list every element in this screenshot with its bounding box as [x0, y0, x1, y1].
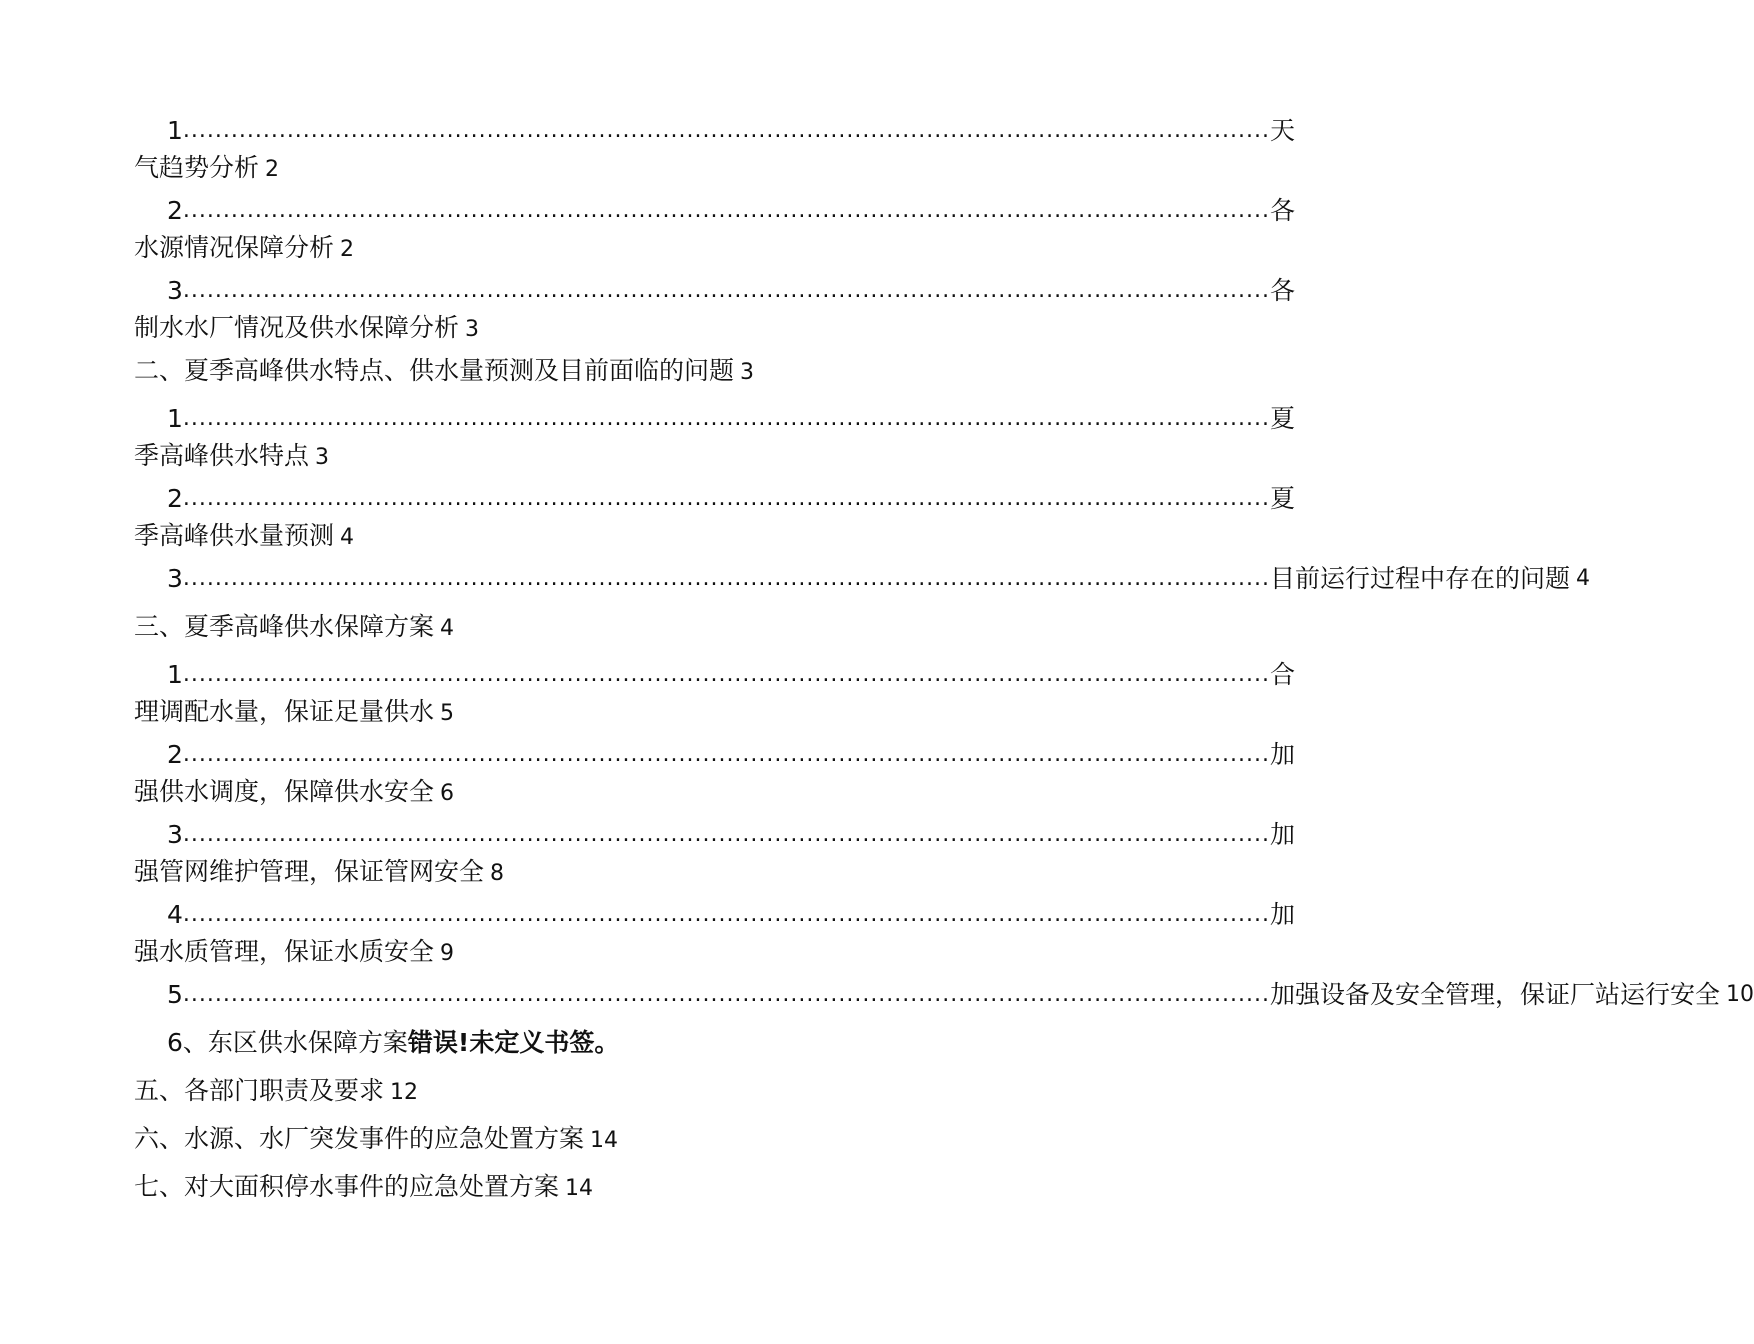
- toc-entry-number: 3: [167, 276, 183, 305]
- toc-entry: [134, 196, 1295, 265]
- toc-entry-number: 5: [167, 980, 183, 1009]
- dot-leader: ........................................................................................................................................: [182, 198, 1270, 223]
- toc-heading-title: 二、夏季高峰供水特点、供水量预测及目前面临的问题: [134, 356, 735, 385]
- toc-entry-title: 季高峰供水量预测: [134, 521, 335, 550]
- toc-entry-title-start: 加: [1269, 740, 1295, 769]
- toc-entry-number: 2: [167, 740, 183, 769]
- dot-leader: ........................................................................................................................................: [182, 278, 1270, 303]
- toc-page-number: 3: [465, 317, 480, 342]
- toc-entry-number: 1: [167, 404, 183, 433]
- dot-leader: ........................................................................................................................................: [182, 662, 1270, 687]
- toc-page-number: 14: [565, 1176, 594, 1201]
- toc-entry-title: 季高峰供水特点: [134, 441, 310, 470]
- toc-entry-title: 强管网维护管理，保证管网安全: [134, 857, 485, 886]
- dot-leader: ........................................................................................................................................: [182, 486, 1270, 511]
- toc-page-number: 10: [1726, 982, 1754, 1007]
- toc-entry: [134, 564, 1590, 594]
- dot-leader: ........................................................................................................................................: [182, 982, 1270, 1007]
- toc-entry-title-start: 加: [1269, 900, 1295, 929]
- toc-heading-title: 五、各部门职责及要求: [134, 1076, 385, 1105]
- toc-entry-title: 6、东区供水保障方案: [167, 1028, 408, 1057]
- toc-page-number: 8: [490, 861, 505, 886]
- toc-page-number: 4: [1576, 566, 1590, 591]
- toc-section-heading: [134, 1172, 834, 1204]
- toc-entry: [134, 276, 1295, 345]
- toc-section-heading: [134, 1124, 834, 1156]
- toc-page-number: 12: [390, 1080, 419, 1105]
- toc-entry-title-start: 夏: [1269, 404, 1295, 433]
- toc-entry-title: 强水质管理，保证水质安全: [134, 937, 435, 966]
- toc-entry-title-start: 各: [1269, 196, 1295, 225]
- toc-entry: [134, 116, 1295, 185]
- toc-entry-number: 1: [167, 660, 183, 689]
- toc-entry-title: 加强设备及安全管理，保证厂站运行安全: [1269, 980, 1720, 1009]
- toc-section-heading: [134, 1076, 834, 1108]
- toc-entry-title: 水源情况保障分析: [134, 233, 335, 262]
- toc-heading-title: 七、对大面积停水事件的应急处置方案: [134, 1172, 560, 1201]
- toc-entry: [134, 820, 1295, 889]
- toc-page-number: 3: [315, 445, 330, 470]
- toc-entry-title: 强供水调度，保障供水安全: [134, 777, 435, 806]
- toc-entry: [134, 404, 1295, 473]
- toc-entry: [134, 900, 1295, 969]
- toc-entry-title: 目前运行过程中存在的问题: [1269, 564, 1570, 593]
- toc-entry-title: 制水水厂情况及供水保障分析: [134, 313, 460, 342]
- toc-page-number: 5: [440, 701, 455, 726]
- toc-heading-title: 六、水源、水厂突发事件的应急处置方案: [134, 1124, 585, 1153]
- toc-entry-title-start: 合: [1269, 660, 1295, 689]
- toc-page-number: 6: [440, 781, 455, 806]
- toc-entry-number: 3: [167, 564, 183, 593]
- toc-section-heading: [134, 612, 834, 644]
- toc-entry-title-start: 天: [1269, 116, 1295, 145]
- dot-leader: ........................................................................................................................................: [182, 742, 1270, 767]
- toc-section-heading: [134, 356, 834, 388]
- toc-entry: [134, 484, 1295, 553]
- toc-entry-number: 3: [167, 820, 183, 849]
- dot-leader: ........................................................................................................................................: [182, 902, 1270, 927]
- toc-page-number: 4: [440, 616, 455, 641]
- toc-entry-title: 理调配水量，保证足量供水: [134, 697, 435, 726]
- toc-entry: [134, 1028, 867, 1058]
- toc-page-number: 3: [740, 360, 755, 385]
- toc-page-number: 2: [265, 157, 280, 182]
- dot-leader: ........................................................................................................................................: [182, 566, 1270, 591]
- toc-entry-title-start: 各: [1269, 276, 1295, 305]
- toc-entry-title-start: 加: [1269, 820, 1295, 849]
- toc-entry-number: 4: [167, 900, 183, 929]
- toc-page-number: 2: [340, 237, 355, 262]
- toc-entry-number: 2: [167, 196, 183, 225]
- toc-entry: [134, 660, 1295, 729]
- toc-entry: [134, 980, 1754, 1010]
- toc-entry-title: 气趋势分析: [134, 153, 260, 182]
- toc-page-number: 9: [440, 941, 455, 966]
- toc-page-number: 4: [340, 525, 355, 550]
- bookmark-error-text: 错误!未定义书签。: [407, 1028, 620, 1057]
- toc-entry-number: 2: [167, 484, 183, 513]
- toc-heading-title: 三、夏季高峰供水保障方案: [134, 612, 435, 641]
- dot-leader: ........................................................................................................................................: [182, 822, 1270, 847]
- dot-leader: ........................................................................................................................................: [182, 406, 1270, 431]
- toc-entry: [134, 740, 1295, 809]
- toc-entry-number: 1: [167, 116, 183, 145]
- toc-entry-title-start: 夏: [1269, 484, 1295, 513]
- dot-leader: ........................................................................................................................................: [182, 118, 1270, 143]
- toc-page-number: 14: [590, 1128, 619, 1153]
